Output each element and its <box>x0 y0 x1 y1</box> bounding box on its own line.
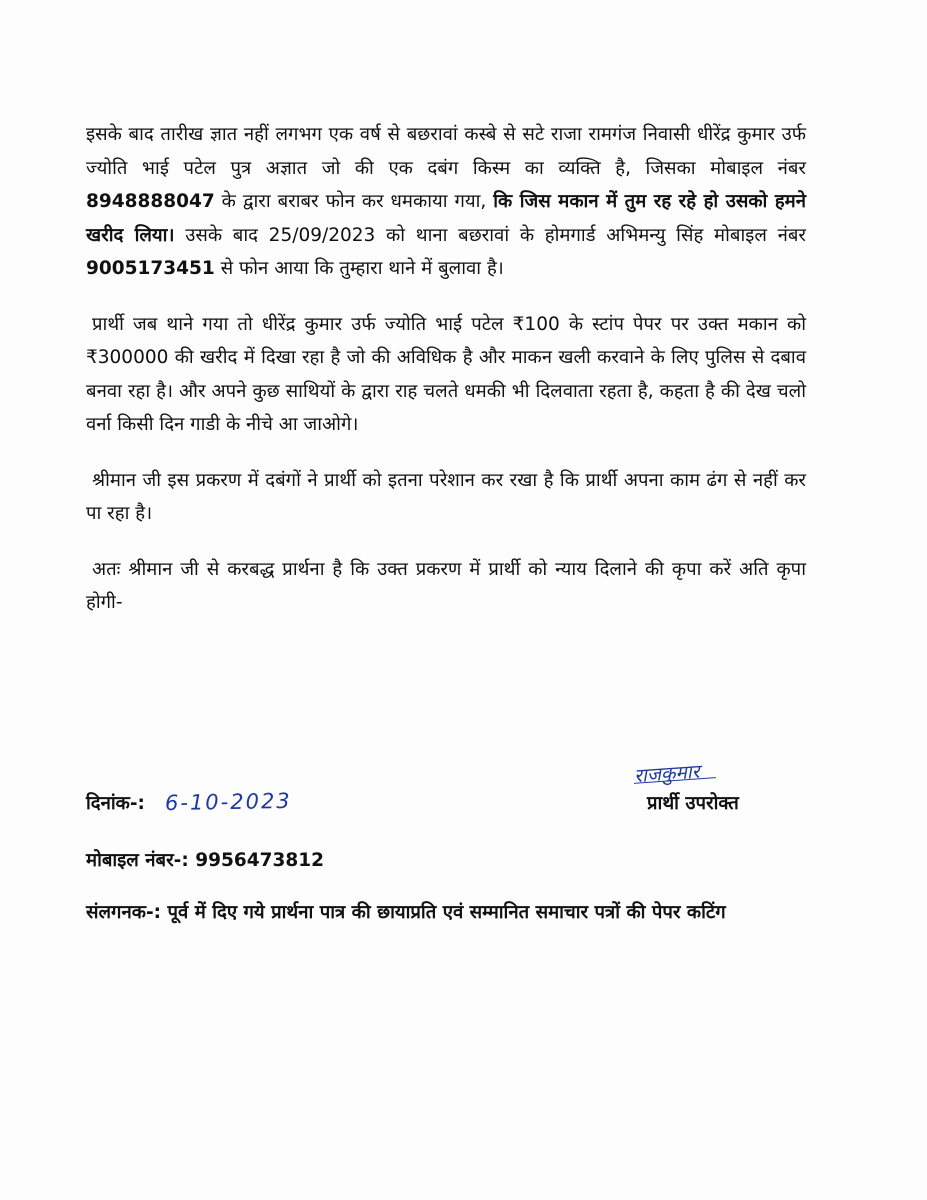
paragraph-2 <box>86 308 806 442</box>
paragraph-3 <box>86 464 806 531</box>
enclosure-line <box>86 896 816 930</box>
text-run: इसके बाद तारीख ज्ञात नहीं लगभग एक वर्ष से बछरावां कस्बे से सटे राजा रामगंज निवासी धीरेंद्र कुमार उर्फ ज्योति भाई पटेल पुत्र अज्ञात जो की एक दबंग किस्म का व्यक्ति है, जिसका मोबाइल नंबर <box>86 124 806 179</box>
mobile-number: 9956473812 <box>195 850 324 871</box>
text-run: अतः श्रीमान जी से करबद्ध प्रार्थना है कि उक्त प्रकरण में प्रार्थी को न्याय दिलाने की कृपा करें अति कृपा होगी- <box>86 558 806 613</box>
applicant-label: प्रार्थी उपरोक्त <box>647 793 739 814</box>
text-run: प्रार्थी जब थाने गया तो धीरेंद्र कुमार उर्फ ज्योति भाई पटेल ₹100 के स्टांप पेपर पर उक्त मकान को ₹300000 की खरीद में दिखा रहा है जो की अविधिक है और माकन खली करवाने के लिए पुलिस से दबाव बनवा रहा है। और अपने कुछ साथियों के द्वारा राह चलते धमकी भी दिलवाता रहता है, कहता है की देख चलो वर्ना किसी दिन गाडी के नीचे आ जाओगे। <box>86 313 806 435</box>
handwritten-date: 6-10-2023 <box>165 788 293 816</box>
text-run: से फोन आया कि तुम्हारा थाने में बुलावा है। <box>214 258 504 279</box>
text-run: श्रीमान जी इस प्रकरण में दबंगों ने प्रार्थी को इतना परेशान कर रखा है कि प्रार्थी अपना काम ढंग से नहीं कर पा रहा है। <box>86 469 806 524</box>
letter-body <box>86 118 806 642</box>
signature-block <box>86 760 806 840</box>
paragraph-1 <box>86 118 806 286</box>
handwritten-signature: राजकुमार <box>633 760 701 788</box>
mobile-label: मोबाइल नंबर-: <box>86 850 189 871</box>
bold-text-run: 9005173451 <box>86 258 215 279</box>
text-run: के द्वारा बराबर फोन कर धमकाया गया, <box>214 191 494 212</box>
bold-text-run: 8948888047 <box>86 191 215 212</box>
date-label: दिनांक-: <box>86 793 145 814</box>
enclosure-label: संलगनक-: <box>86 902 162 923</box>
paragraph-4 <box>86 553 806 620</box>
mobile-line <box>86 847 324 872</box>
enclosure-text: पूर्व में दिए गये प्रार्थना पात्र की छायाप्रति एवं सम्मानित समाचार पत्रों की पेपर कटिंग <box>167 902 726 923</box>
bold-text-run: कि जिस मकान में तुम रह रहे हो उसको हमने खरीद लिया। <box>86 191 807 246</box>
date-line <box>86 790 292 815</box>
text-run: उसके बाद 25/09/2023 को थाना बछरावां के होमगार्ड अभिमन्यु सिंह मोबाइल नंबर <box>174 224 806 246</box>
